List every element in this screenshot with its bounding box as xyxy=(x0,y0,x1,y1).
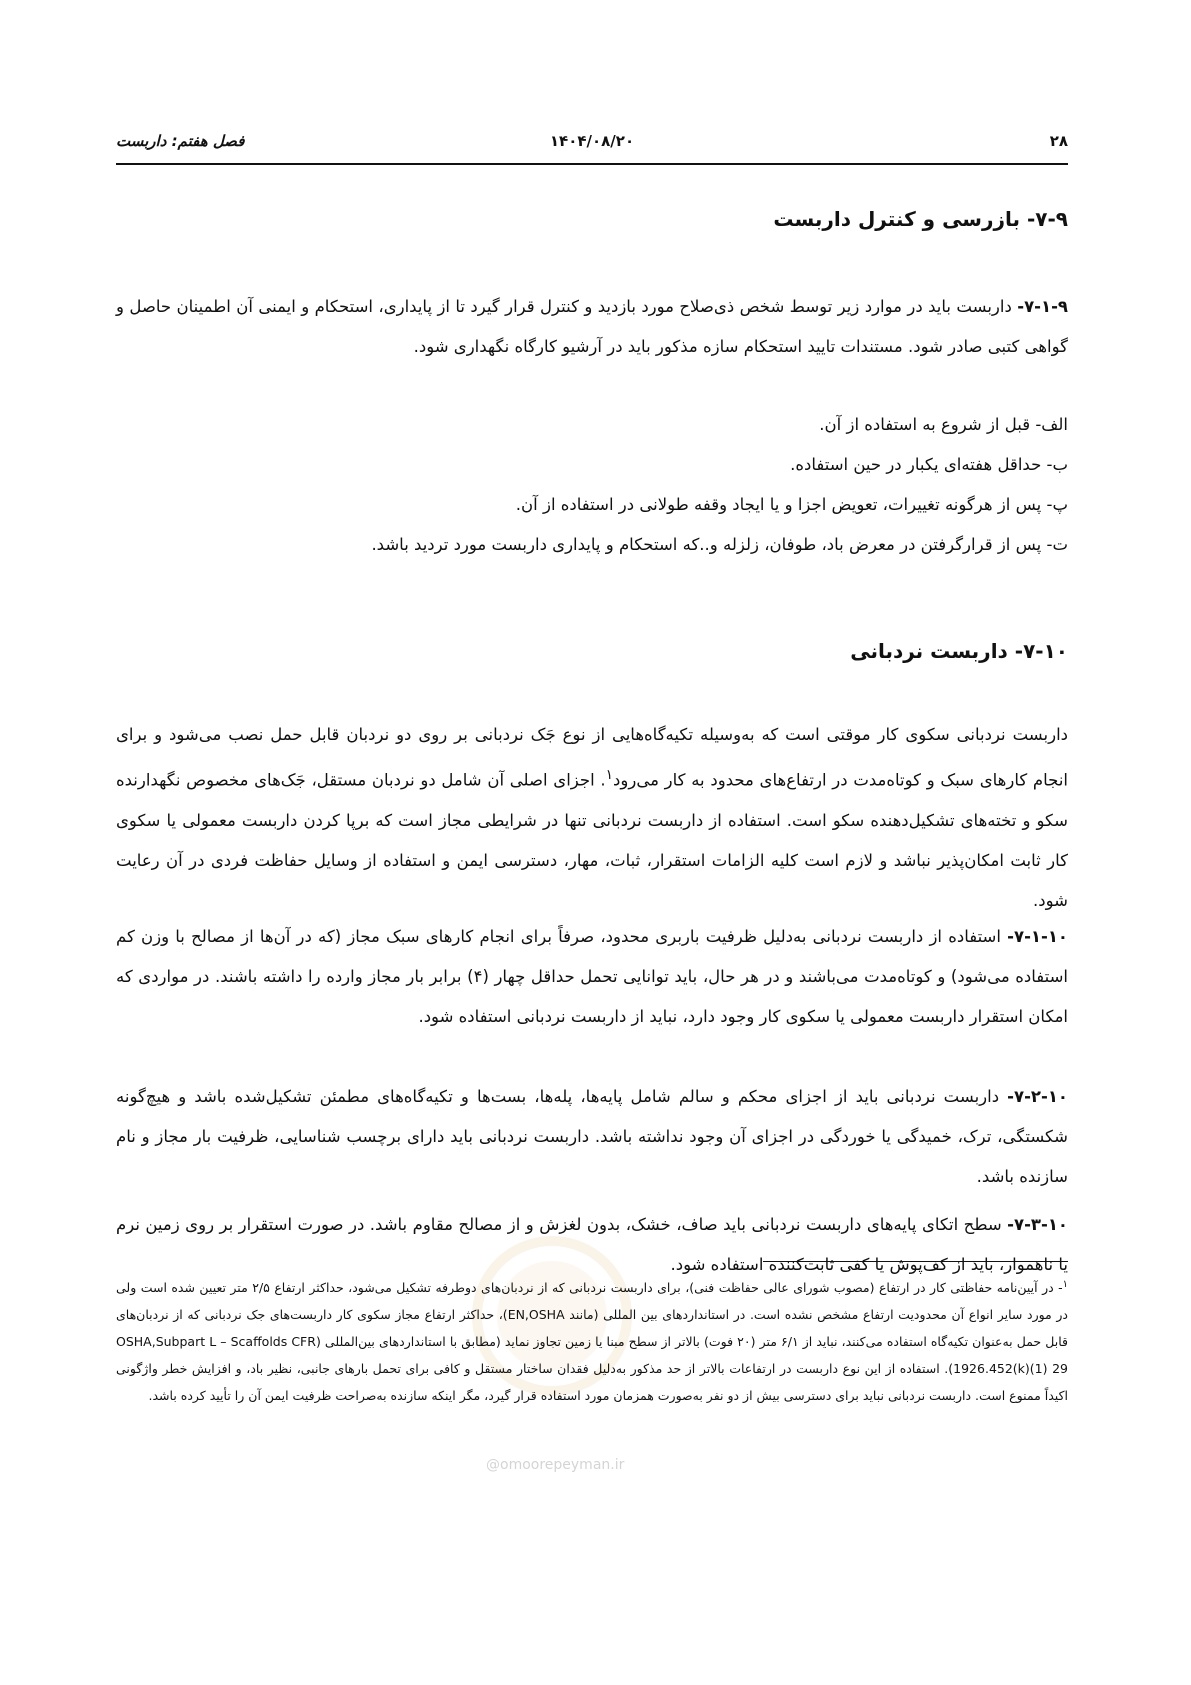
footnote-marker: ۱ xyxy=(1062,1279,1068,1290)
paragraph-text: سطح اتکای پایه‌های داربست نردبانی باید صاف، خشک، بدون لغزش و از مصالح مقاوم باشد. در صورت استقرار بر روی زمین نرم یا ناهموار، باید از کف‌پوش یا کفی ثابت‌کننده استفاده شود. xyxy=(116,1215,1068,1274)
paragraph-number: ۷-۱-۱۰- xyxy=(1007,927,1068,946)
paragraph-text: داربست نردبانی باید از اجزای محکم و سالم شامل پایه‌ها، پله‌ها، بست‌ها و تکیه‌گاه‌های مطمئن تشکیل‌شده باشد و هیچ‌گونه شکستگی، ترک، خمیدگی یا خوردگی در اجزای آن وجود نداشته باشد. داربست نردبانی باید دارای برچسب شناسایی، ظرفیت بار مجاز و نام سازنده باشد. xyxy=(116,1087,1068,1186)
paragraph-number: ۷-۲-۱۰- xyxy=(1007,1087,1068,1106)
chapter-title: فصل هفتم: داربست xyxy=(116,132,245,150)
header-divider xyxy=(116,163,1068,165)
section-heading-inspection: ۷-۹- بازرسی و کنترل داربست xyxy=(773,207,1068,231)
paragraph-text: داربست باید در موارد زیر توسط شخص ذی‌صلاح مورد بازدید و کنترل قرار گیرد تا از پایداری، استحکام و ایمنی آن اطمینان حاصل و گواهی کتبی صادر شود. مستندات تایید استحکام سازه مذکور باید در آرشیو کارگاه نگهداری شود. xyxy=(116,297,1068,356)
footnote-text: - در آیین‌نامه حفاظتی کار در ارتفاع (مصوب شورای عالی حفاظت فنی)، برای داربست نردبانی که از نردبان‌های دوطرفه تشکیل می‌شود، حداکثر ارتفاع ۲/۵ متر تعیین شده است ولی در مورد سایر انواع آن محدودیت ارتفاع مشخص نشده است. در استانداردهای بین المللی (مانند EN,OSHA)، حداکثر ارتفاع مجاز سکوی کار داربست‌های جک نردبانی که از نردبان‌های قابل حمل به‌عنوان تکیه‌گاه استفاده می‌کنند، نباید از ۶/۱ متر (۲۰ فوت) بالاتر از سطح مبنا یا زمین تجاوز نماید (مطابق با استانداردهای بین‌المللی (OSHA,Subpart L – Scaffolds CFR 1926.452(k)(1) 29). استفاده از این نوع داربست در ارتفاعات بالاتر از حد مذکور به‌دلیل فقدان ساختار مستقل و کافی برای تحمل بارهای جانبی، نظیر باد، و افزایش خطر واژگونی اکیداً ممنوع است. داربست نردبانی نباید برای دسترسی بیش از دو نفر به‌صورت همزمان مورد استفاده قرار گیرد، مگر اینکه سازنده به‌صراحت ظرفیت ایمن آن را تأیید کرده باشد. xyxy=(116,1280,1068,1404)
inspection-cases-list xyxy=(116,405,1068,565)
paragraph-text: داربست نردبانی سکوی کار موقتی است که به‌وسیله تکیه‌گاه‌هایی از نوع جَک نردبانی بر روی دو نردبان قابل حمل نصب می‌شود و برای انجام کارهای سبک و کوتاه‌مدت در ارتفاع‌های محدود به کار می‌رود xyxy=(116,725,1068,790)
paragraph-number: ۷-۳-۱۰- xyxy=(1007,1215,1068,1234)
section-heading-ladder-scaffold: ۷-۱۰- داربست نردبانی xyxy=(850,639,1068,663)
paragraph-number: ۷-۱-۹- xyxy=(1017,297,1068,316)
watermark-text: @omoorepeyman.ir xyxy=(486,1457,625,1473)
paragraph-7-1-10 xyxy=(116,917,1068,1037)
list-item: پ- پس از هرگونه تغییرات، تعویض اجزا و یا ایجاد وقفه طولانی در استفاده از آن. xyxy=(515,495,1068,514)
list-item: ت- پس از قرارگرفتن در معرض باد، طوفان، زلزله و..که استحکام و پایداری داربست مورد تردید باشد. xyxy=(371,535,1068,554)
paragraph-7-1-9 xyxy=(116,287,1068,367)
page-number: ۲۸ xyxy=(1049,132,1068,150)
footnote-divider xyxy=(763,1261,1068,1262)
footnote-reference[interactable]: ۱ xyxy=(605,767,614,783)
list-item: ب- حداقل هفته‌ای یکبار در حین استفاده. xyxy=(790,455,1068,474)
paragraph-text: . اجزای اصلی آن شامل دو نردبان مستقل، جَک‌های مخصوص نگهدارنده سکو و تخته‌های تشکیل‌دهنده سکو است. استفاده از داربست نردبانی تنها در شرایطی مجاز است که برپا کردن داربست معمولی یا سکوی کار ثابت امکان‌پذیر نباشد و لازم است کلیه الزامات استقرار، ثبات، مهار، دسترسی ایمن و استفاده از وسایل حفاظت فردی در آن رعایت شود. xyxy=(116,770,1068,910)
paragraph-ladder-intro xyxy=(116,715,1068,921)
paragraph-7-2-10 xyxy=(116,1077,1068,1197)
paragraph-text: استفاده از داربست نردبانی به‌دلیل ظرفیت باربری محدود، صرفاً برای انجام کارهای سبک مجاز (که در آن‌ها از مصالح با وزن کم استفاده می‌شود) و کوتاه‌مدت می‌باشند و در هر حال، باید توانایی تحمل حداقل چهار (۴) برابر بار مجاز وارده را داشته باشند. در مواردی که امکان استقرار داربست معمولی یا سکوی کار وجود دارد، نباید از داربست نردبانی استفاده شود. xyxy=(116,927,1068,1026)
header-date: ۱۴۰۴/۰۸/۲۰ xyxy=(549,132,635,150)
list-item: الف- قبل از شروع به استفاده از آن. xyxy=(819,415,1068,434)
footnote xyxy=(116,1271,1068,1409)
page-header xyxy=(116,128,1068,162)
